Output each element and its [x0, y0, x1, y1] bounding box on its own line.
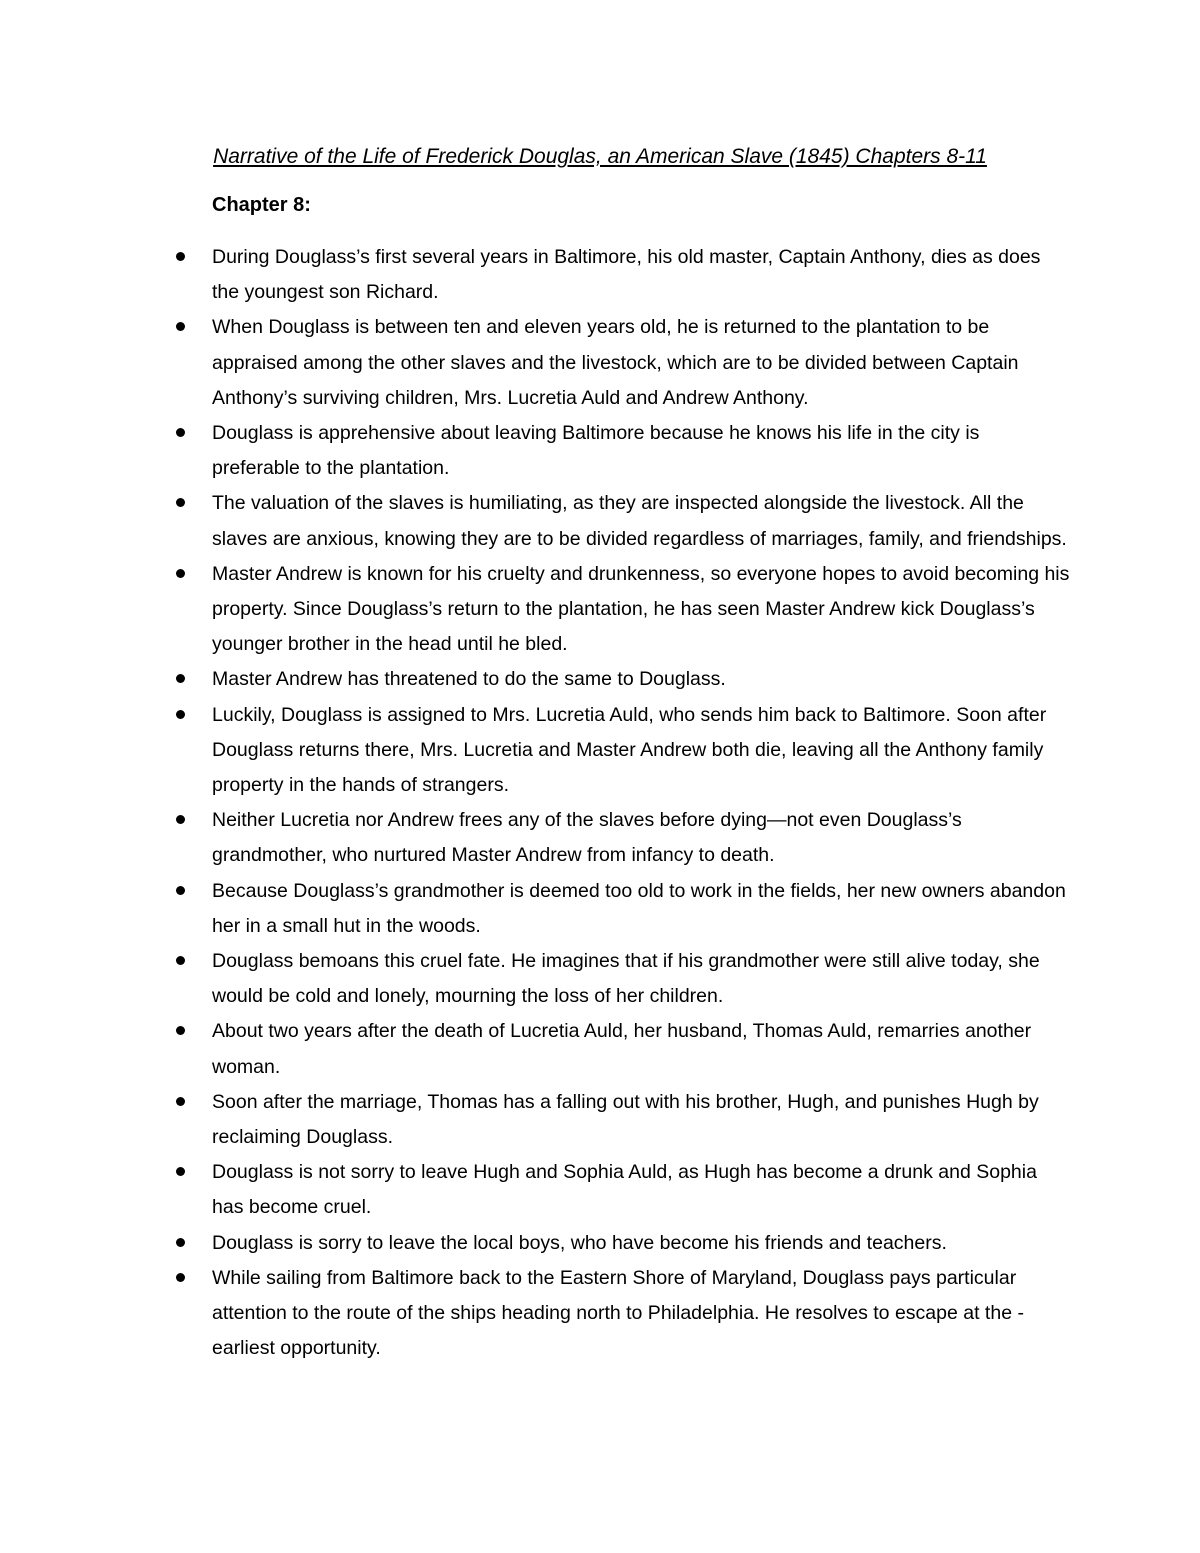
- list-item-text: Neither Lucretia nor Andrew frees any of the slaves before dying—not even Douglass’s grandmother, who nurtured Master Andrew from infancy to death.: [212, 809, 962, 867]
- bullet-icon: [176, 710, 185, 719]
- list-item: [212, 662, 1072, 697]
- list-item-text: When Douglass is between ten and eleven years old, he is returned to the plantation to be appraised among the other slaves and the livestock, which are to be divided between Captain Anthony’s surviving children, Mrs. Lucretia Auld and Andrew Anthony.: [212, 316, 1019, 409]
- bullet-list: [212, 240, 1072, 1367]
- list-item: [212, 486, 1072, 556]
- list-item-text: Douglass is apprehensive about leaving Baltimore because he knows his life in the city is preferable to the plantation.: [212, 422, 980, 480]
- list-item-text: While sailing from Baltimore back to the Eastern Shore of Maryland, Douglass pays particular attention to the route of the ships heading north to Philadelphia. He resolves to escape at the earliest opportunity.: [212, 1266, 1024, 1360]
- bullet-icon: [176, 815, 185, 824]
- list-item-text: Douglass bemoans this cruel fate. He imagines that if his grandmother were still alive today, she would be cold and lonely, mourning the loss of her children.: [212, 950, 1040, 1008]
- bullet-icon: [176, 674, 185, 683]
- list-item-text: During Douglass’s first several years in Baltimore, his old master, Captain Anthony, dies as does the youngest son Richard.: [212, 246, 1041, 304]
- list-item-text: Because Douglass’s grandmother is deemed too old to work in the fields, her new owners abandon her in a small hut in the woods.: [212, 879, 1066, 937]
- bullet-icon: [176, 886, 185, 895]
- bullet-icon: [176, 428, 185, 437]
- bullet-icon: [176, 1097, 185, 1106]
- bullet-icon: [176, 956, 185, 965]
- list-item: [212, 1226, 1072, 1261]
- list-item: [212, 240, 1072, 310]
- list-item-text: Douglass is sorry to leave the local boys, who have become his friends and teachers.: [212, 1231, 947, 1254]
- bullet-icon: [176, 252, 185, 261]
- list-item: [212, 874, 1072, 944]
- bullet-icon: [176, 322, 185, 331]
- chapter-heading: Chapter 8:: [212, 194, 311, 216]
- bullet-icon: [176, 1026, 185, 1035]
- list-item: [212, 416, 1072, 486]
- list-item-text: The valuation of the slaves is humiliating, as they are inspected alongside the livestock. All the slaves are anxious, knowing they are to be divided regardless of marriages, family, and friendships.: [212, 492, 1067, 550]
- document-title: Narrative of the Life of Frederick Douglas, an American Slave (1845) Chapters 8-11: [213, 145, 987, 168]
- bullet-icon: [176, 498, 185, 507]
- list-item: [212, 1085, 1072, 1155]
- list-item-text: About two years after the death of Lucretia Auld, her husband, Thomas Auld, remarries another woman.: [212, 1020, 1032, 1078]
- list-item: [212, 557, 1072, 663]
- list-item: [212, 698, 1072, 804]
- list-item: [212, 310, 1072, 416]
- bullet-icon: [176, 1167, 185, 1176]
- list-item: [212, 803, 1072, 873]
- list-item-text: Master Andrew has threatened to do the same to Douglass.: [212, 668, 726, 691]
- list-item: [212, 1261, 1072, 1367]
- bullet-icon: [176, 1238, 185, 1247]
- list-item-text: Soon after the marriage, Thomas has a falling out with his brother, Hugh, and punishes Hugh by reclaiming Douglass.: [212, 1090, 1039, 1149]
- bullet-icon: [176, 569, 185, 578]
- list-item-text: Douglass is not sorry to leave Hugh and Sophia Auld, as Hugh has become a drunk and Sophia has become cruel.: [212, 1161, 1037, 1219]
- list-item-text: Luckily, Douglass is assigned to Mrs. Lucretia Auld, who sends him back to Baltimore. Soon after Douglass returns there, Mrs. Lucretia and Master Andrew both die, leaving all the Anthony family property in the hands of strangers.: [212, 703, 1047, 797]
- list-item: [212, 1014, 1072, 1084]
- bullet-icon: [176, 1273, 185, 1282]
- list-item: [212, 1155, 1072, 1225]
- list-item: [212, 944, 1072, 1014]
- list-item-text: Master Andrew is known for his cruelty and drunkenness, so everyone hopes to avoid becoming his property. Since Douglass’s return to the plantation, he has seen Master Andrew kick Douglass’s younger brother in the head until he bled.: [212, 562, 1070, 656]
